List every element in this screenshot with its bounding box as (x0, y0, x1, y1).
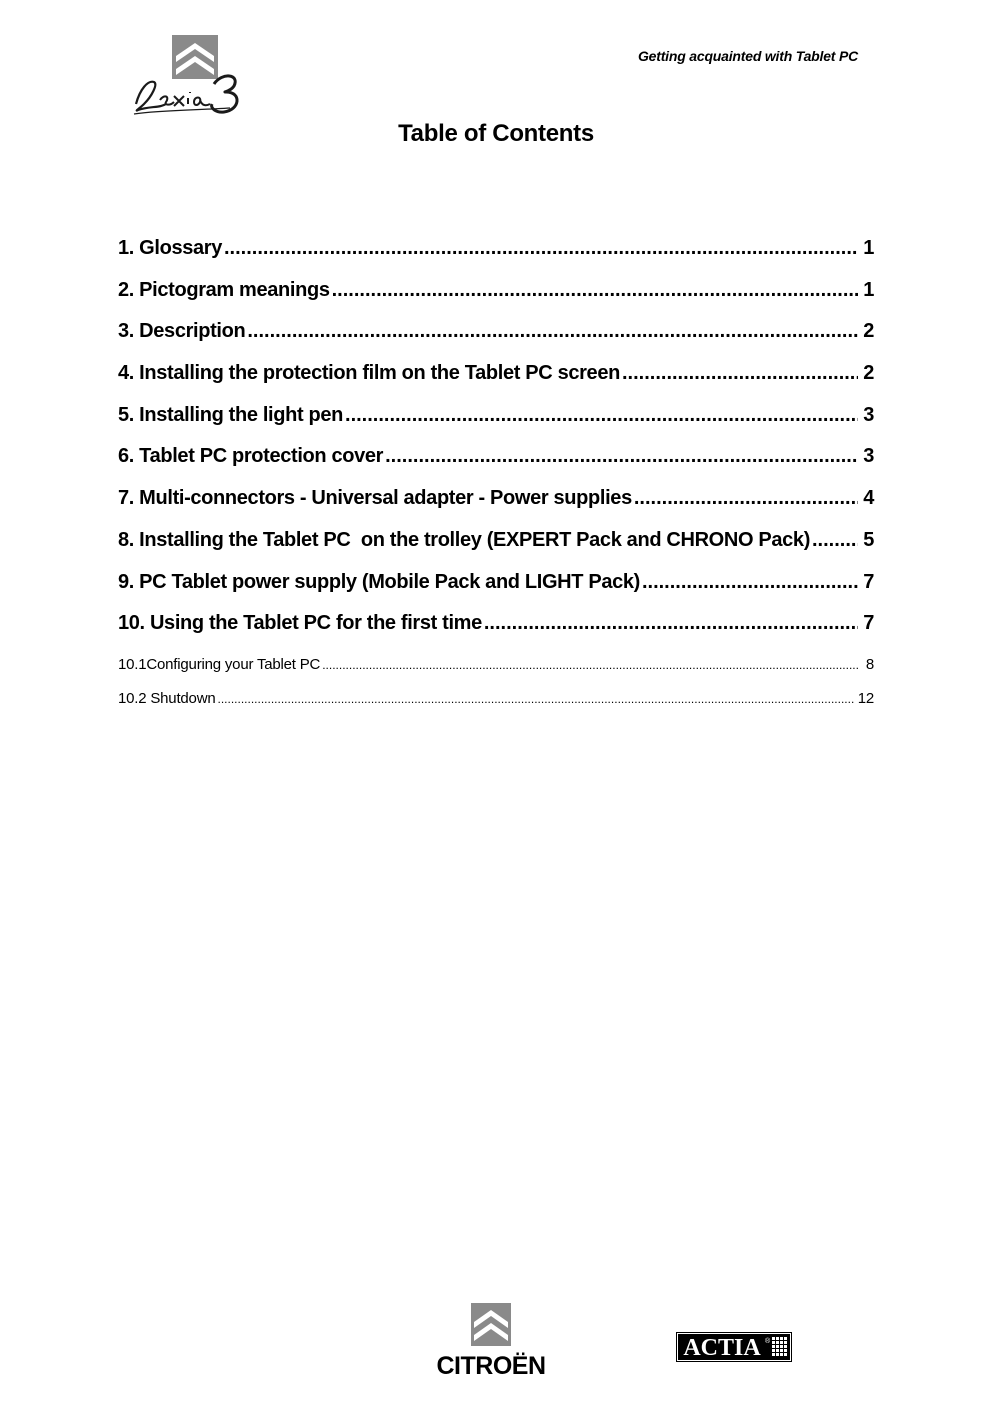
toc-entry-title: 9. PC Tablet power supply (Mobile Pack and LIGHT Pack) (118, 570, 640, 593)
toc-entry-page: 3 (863, 445, 874, 468)
toc-entry-title: 3. Description (118, 320, 246, 343)
actia-logo (676, 1332, 792, 1362)
toc-entry-page: 5 (863, 528, 874, 551)
toc-subentry-title: 10.1Configuring your Tablet PC (118, 655, 321, 673)
table-of-contents (118, 237, 874, 724)
toc-entry-title: 8. Installing the Tablet PC on the trolley (EXPERT Pack and CHRONO Pack) (118, 528, 810, 551)
toc-subentry-title: 10.2 Shutdown (118, 689, 216, 707)
dot-leader (224, 237, 858, 260)
toc-entry[interactable] (118, 445, 874, 487)
citroen-double-chevron-icon (428, 1300, 554, 1380)
dot-leader (385, 445, 858, 468)
dot-leader (642, 571, 858, 594)
dot-leader (345, 404, 858, 427)
toc-entry[interactable] (118, 612, 874, 654)
dot-leader (622, 362, 858, 385)
toc-entry-title: 5. Installing the light pen (118, 403, 344, 426)
running-header: Getting acquainted with Tablet PC (637, 48, 858, 64)
lexia3-logo (130, 34, 246, 116)
toc-entry-page: 1 (863, 237, 874, 259)
toc-entry[interactable] (118, 571, 874, 613)
toc-subentry[interactable] (118, 690, 874, 724)
actia-wordmark: ACTIA (683, 1335, 761, 1361)
toc-entry-page: 2 (863, 362, 874, 385)
dot-leader (247, 320, 858, 343)
toc-entry[interactable] (118, 237, 874, 279)
toc-entry-page: 7 (863, 612, 874, 635)
toc-entry-title: 4. Installing the protection film on the Tablet PC screen (118, 362, 620, 385)
toc-subentry-page: 8 (865, 655, 874, 673)
toc-entry[interactable] (118, 529, 874, 571)
dot-leader (332, 279, 858, 302)
svg-text:®: ® (765, 1338, 771, 1345)
toc-entry-page: 4 (863, 487, 874, 510)
toc-subentry[interactable] (118, 656, 874, 690)
toc-subentry-page: 12 (857, 689, 874, 707)
toc-entry-title: 6. Tablet PC protection cover (118, 445, 384, 468)
toc-entry[interactable] (118, 404, 874, 446)
toc-entry-page: 3 (863, 403, 874, 426)
page-title: Table of Contents (398, 120, 594, 147)
toc-entry[interactable] (118, 487, 874, 529)
dot-leader (812, 529, 858, 552)
toc-entry-title: 1. Glossary (118, 237, 222, 259)
toc-entry-page: 7 (863, 570, 874, 593)
toc-entry-title: 10. Using the Tablet PC for the first time (118, 612, 482, 635)
toc-entry-page: 2 (863, 320, 874, 343)
toc-entry-page: 1 (863, 278, 874, 301)
actia-icon (676, 1332, 792, 1362)
dot-leader (217, 690, 853, 707)
toc-entry-title: 7. Multi-connectors - Universal adapter - Power supplies (118, 487, 632, 510)
toc-entry[interactable] (118, 362, 874, 404)
citroen-wordmark: CITROËN (436, 1352, 546, 1380)
toc-entry[interactable] (118, 279, 874, 321)
citroen-logo (428, 1300, 554, 1380)
dot-leader (484, 612, 858, 635)
dot-leader (634, 487, 858, 510)
lexia3-double-chevron-icon (130, 34, 246, 116)
toc-entry-title: 2. Pictogram meanings (118, 278, 330, 301)
dot-leader (322, 656, 858, 673)
toc-entry[interactable] (118, 320, 874, 362)
